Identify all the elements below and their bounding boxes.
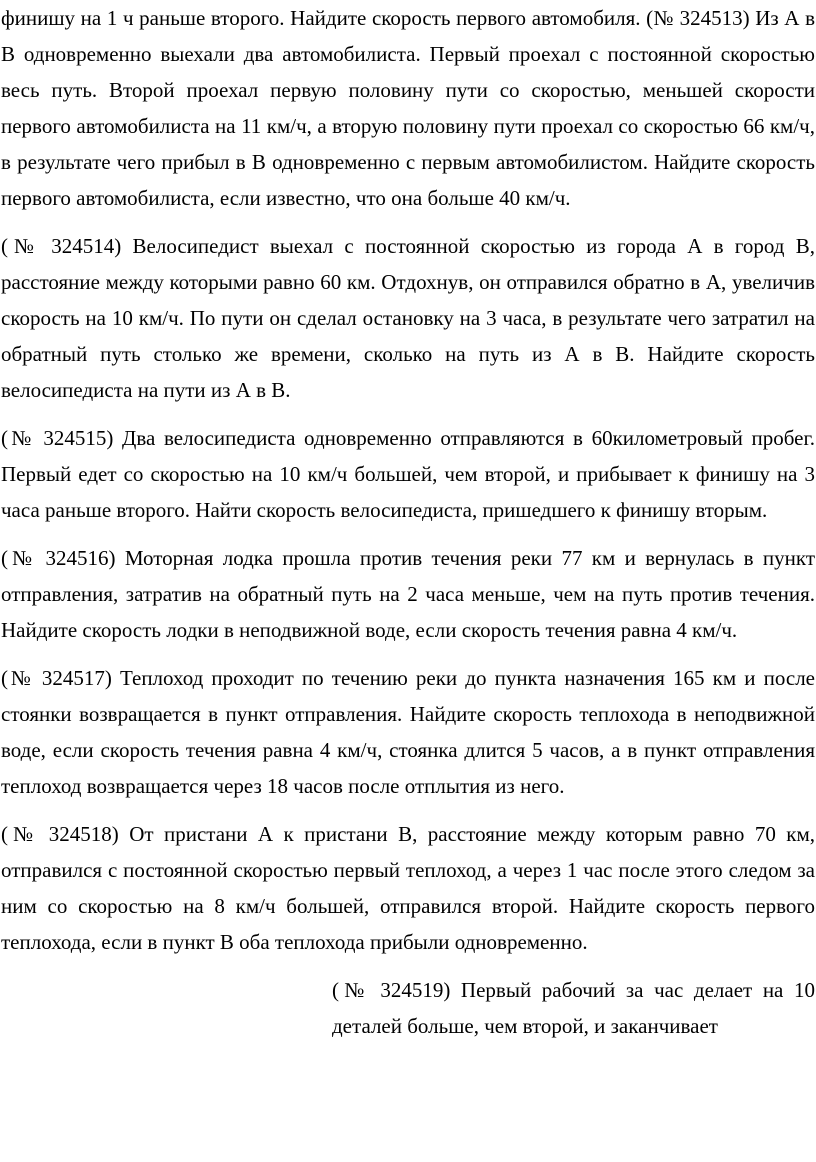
paragraph-problem-324518: (№ 324518) От пристани А к пристани В, расстояние между которым равно 70 км, отправился с постоянной скоростью первый теплоход, а через 1 час после этого следом за ним со скоростью на 8 км/ч большей, отправился второй. Найдите скорость первого теплохода, если в пункт В оба теплохода прибыли одновременно. xyxy=(1,822,815,954)
paragraph-problem-324515: (№ 324515) Два велосипедиста одновременно отправляются в 60километровый пробег. Первый едет со скоростью на 10 км/ч большей, чем второй, и прибывает к финишу на 3 часа раньше второго. Найти скорость велосипедиста, пришедшего к финишу вторым. xyxy=(1,426,815,522)
paragraph-problem-324514: (№ 324514) Велосипедист выехал с постоянной скоростью из города А в город В, расстояние между которыми равно 60 км. Отдохнув, он отправился обратно в А, увеличив скорость на 10 км/ч. По пути он сделал остановку на 3 часа, в результате чего затратил на обратный путь столько же времени, сколько на путь из А в В. Найдите скорость велосипедиста на пути из А в В. xyxy=(1,234,815,402)
paragraph-problem-324519: (№ 324519) Первый рабочий за час делает на 10 деталей больше, чем второй, и заканчивает xyxy=(332,978,815,1038)
paragraph-problem-324516: (№ 324516) Моторная лодка прошла против течения реки 77 км и вернулась в пункт отправления, затратив на обратный путь на 2 часа меньше, чем на путь против течения. Найдите скорость лодки в неподвижной воде, если скорость течения равна 4 км/ч. xyxy=(1,546,815,642)
document-page xyxy=(1,0,815,1044)
paragraph-problem-324513: финишу на 1 ч раньше второго. Найдите скорость первого автомобиля. (№ 324513) Из А в В одновременно выехали два автомобилиста. Первый проехал с постоянной скоростью весь путь. Второй проехал первую половину пути со скоростью, меньшей скорости первого автомобилиста на 11 км/ч, а вторую половину пути проехал со скоростью 66 км/ч, в результате чего прибыл в В одновременно с первым автомобилистом. Найдите скорость первого автомобилиста, если известно, что она больше 40 км/ч. xyxy=(1,6,815,210)
paragraph-problem-324517: (№ 324517) Теплоход проходит по течению реки до пункта назначения 165 км и после стоянки возвращается в пункт отправления. Найдите скорость теплохода в неподвижной воде, если скорость течения равна 4 км/ч, стоянка длится 5 часов, а в пункт отправления теплоход возвращается через 18 часов после отплытия из него. xyxy=(1,666,815,798)
